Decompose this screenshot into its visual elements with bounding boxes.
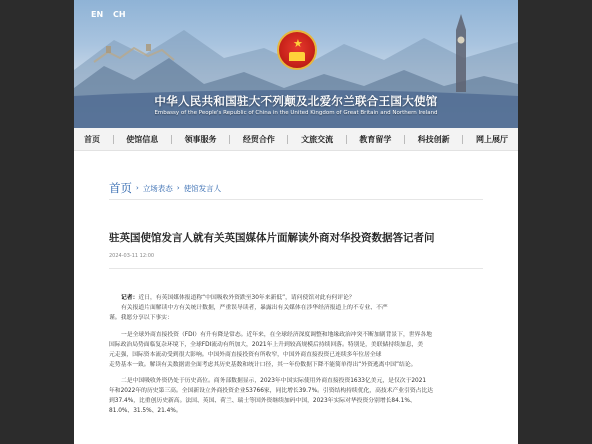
article-title: 驻英国使馆发言人就有关英国媒体片面解读外商对华投资数据答记者问	[109, 232, 435, 244]
nav-item-embassy-info[interactable]: 使馆信息	[126, 134, 159, 144]
nav-divider	[229, 135, 230, 144]
emblem-star-icon: ★	[293, 37, 303, 50]
web-page	[74, 0, 518, 444]
site-header-banner	[74, 0, 518, 128]
paragraph-line: 81.0%、31.5%、21.4%。	[109, 408, 182, 414]
nav-item-consular[interactable]: 领事服务	[184, 134, 217, 144]
language-ch-link[interactable]: CH	[113, 10, 126, 19]
nav-divider	[171, 135, 172, 144]
article-divider	[109, 268, 483, 269]
breadcrumb-chevron-icon: ›	[176, 184, 180, 192]
screen-frame-left	[0, 0, 74, 444]
breadcrumb	[109, 180, 221, 196]
nav-item-trade[interactable]: 经贸合作	[242, 134, 275, 144]
paragraph-line: 到37.4%，比重创历史新高。法国、英国、荷兰、瑞士等国外资继续加码中国，2023年实际对华投资分别增长84.1%、	[109, 398, 416, 404]
paragraph-line: 二是中国吸收外资仍处于历史高位。商务部数据显示，2023年中国实际使用外商直接投资1633亿美元，是仅次于2021	[121, 378, 427, 384]
breadcrumb-home-link[interactable]: 首页	[109, 181, 132, 195]
breadcrumb-item-spokesperson[interactable]: 使馆发言人	[183, 183, 222, 193]
paragraph-line: 年和2022年的历史第三高。全国新设立外商投资企业53766家，同比增长39.7%。引资结构持续优化，高技术产业引资占比达	[109, 388, 434, 394]
national-emblem-icon	[277, 30, 317, 70]
question-label: 记者：	[121, 295, 139, 301]
paragraph-line: 走势基本一致。解读有关数据需全面考虑其历史基数和统计口径，其一年份数据下降不能简单得出“外资逃离中国”结论。	[109, 362, 417, 368]
question-line	[109, 293, 487, 303]
nav-item-home[interactable]: 首页	[84, 134, 100, 144]
nav-divider	[287, 135, 288, 144]
paragraph-line: 元走强，国际资本流动受到很大影响。中国外商直接投资有所收窄，中国外商直接投资已连续多年位居全球	[109, 352, 382, 358]
paragraph-line: 一是全球外商直接投资（FDI）有升有降是常态。近年来，在全球经济深度调整和地缘政治冲突不断加剧背景下，世界各地	[121, 332, 432, 338]
article-paragraph-1	[109, 330, 487, 370]
language-en-link[interactable]: EN	[91, 10, 104, 19]
answer-line: 有关报道片面解读中方有关统计数据，严重误导读者，暴露出有关媒体在涉华经济报道上的不专业、不严	[121, 305, 388, 311]
nav-divider	[404, 135, 405, 144]
screen-frame-right	[518, 0, 592, 444]
article-paragraph-2	[109, 376, 487, 416]
embassy-title-en: Embassy of the People's Republic of China in the United Kingdom of Great Britain and Northern Ireland	[154, 110, 438, 116]
article-date: 2024-03-11 12:00	[109, 253, 155, 259]
nav-divider	[462, 135, 463, 144]
question-text: 近日，有英国媒体报道称“中国吸收外资跌至30年来新低”，请问使馆对此有何评论？	[138, 295, 355, 301]
emblem-gate-icon	[289, 52, 305, 61]
breadcrumb-divider	[109, 199, 483, 200]
answer-line: 谨。我愿分享以下事实：	[109, 315, 173, 321]
paragraph-line: 国际政治局势面临复杂环境下，全球FDI流动有所加大，2021年上升到较高规模后持续回落。特别是，美联储持续加息，美	[109, 342, 424, 348]
nav-divider	[113, 135, 114, 144]
breadcrumb-item-position[interactable]: 立场表态	[142, 183, 173, 193]
nav-item-exhibition[interactable]: 网上展厅	[475, 134, 508, 144]
main-navigation	[74, 128, 518, 151]
embassy-title-cn: 中华人民共和国驻大不列颠及北爱尔兰联合王国大使馆	[154, 94, 438, 108]
nav-item-education[interactable]: 教育留学	[359, 134, 392, 144]
article-qa-paragraph	[109, 293, 487, 323]
nav-item-culture[interactable]: 文旅交流	[301, 134, 334, 144]
breadcrumb-chevron-icon: ›	[136, 184, 139, 192]
nav-item-science[interactable]: 科技创新	[417, 134, 450, 144]
nav-divider	[346, 135, 347, 144]
